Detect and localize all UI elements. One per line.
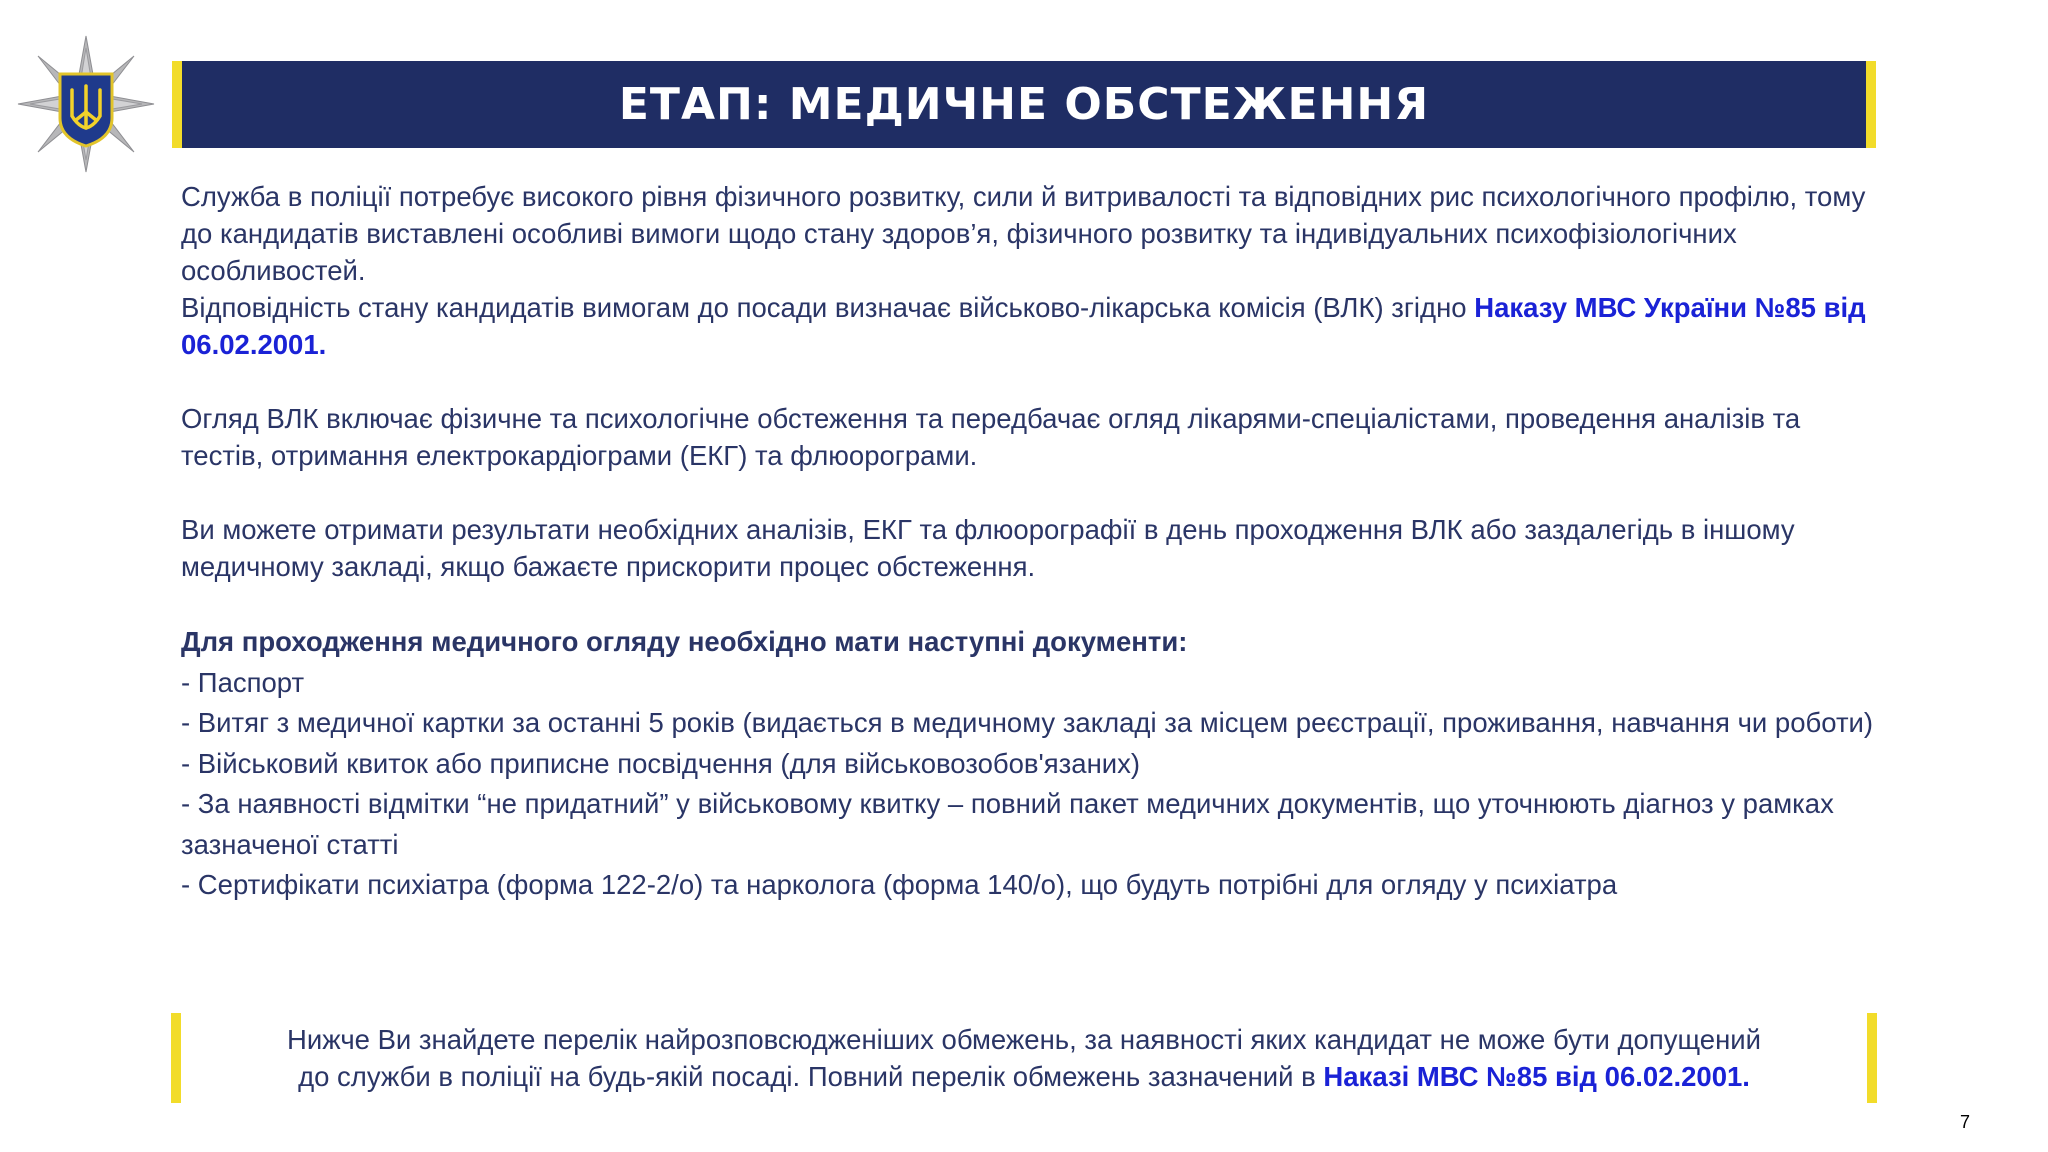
bottom-note-line-2 xyxy=(181,1058,1867,1095)
main-content xyxy=(181,178,1881,906)
title-bar xyxy=(172,61,1876,148)
vlk-commission-text: Відповідність стану кандидатів вимогам до посади визначає військово-лікарська комісія (ВЛК) згідно xyxy=(181,292,1475,323)
document-item: - Військовий квиток або приписне посвідчення (для військовозобов'язаних) xyxy=(181,747,1141,779)
documents-list xyxy=(181,622,1881,906)
bottom-note-line-1: Нижче Ви знайдете перелік найрозповсюдженіших обмежень, за наявності яких кандидат не може бути допущений xyxy=(287,1024,1761,1055)
document-item: - За наявності відмітки “не придатний” у військовому квитку – повний пакет медичних документів, що уточнюють діагноз у рамках зазначеної статті xyxy=(181,788,1834,860)
document-item: - Витяг з медичної картки за останні 5 років (видається в медичному закладі за місцем реєстрації, проживання, навчання чи роботи) xyxy=(181,707,1874,738)
document-item: - Паспорт xyxy=(181,666,305,698)
page-number: 7 xyxy=(1960,1112,1971,1132)
results-paragraph: Ви можете отримати результати необхідних аналізів, ЕКГ та флюорографії в день проходження ВЛК або заздалегідь в іншому медичному закладі, якщо бажаєте прискорити процес обстеження. xyxy=(181,514,1795,582)
bottom-note-text: до служби в поліції на будь-якій посаді. Повний перелік обмежень зазначений в xyxy=(298,1061,1324,1092)
vlk-commission-paragraph xyxy=(181,289,1881,363)
intro-paragraph: Служба в поліції потребує високого рівня фізичного розвитку, сили й витривалості та відповідних рис психологічного профілю, тому до кандидатів виставлені особливі вимоги щодо стану здоров’я, фізичного розвитку та індивідуальних психофізіологічних особливостей. xyxy=(181,181,1866,286)
documents-heading: Для проходження медичного огляду необхідно мати наступні документи: xyxy=(181,626,1188,657)
vlk-exam-paragraph: Огляд ВЛК включає фізичне та психологічне обстеження та передбачає огляд лікарями-спеціалістами, проведення аналізів та тестів, отримання електрокардіограми (ЕКГ) та флюорограми. xyxy=(181,403,1801,471)
order-85-bottom-link[interactable]: Наказі МВС №85 від 06.02.2001. xyxy=(1323,1061,1750,1092)
page-title: ЕТАП: МЕДИЧНЕ ОБСТЕЖЕННЯ xyxy=(618,79,1430,130)
police-emblem-icon xyxy=(16,34,156,174)
document-item: - Сертифікати психіатра (форма 122-2/о) та нарколога (форма 140/о), що будуть потрібні для огляду у психіатра xyxy=(181,869,1618,900)
order-85-link[interactable]: Наказу МВС України №85 від 06.02.2001. xyxy=(181,292,1866,360)
bottom-note xyxy=(171,1013,1877,1103)
